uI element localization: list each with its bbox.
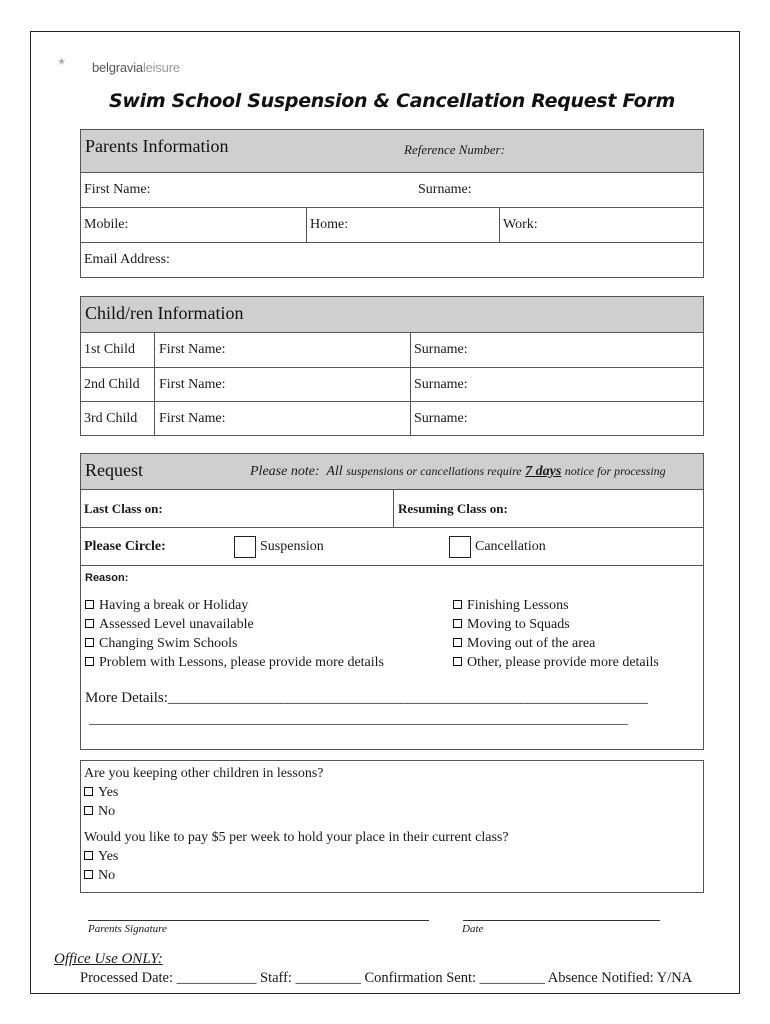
parents-heading: Parents Information [85, 136, 229, 156]
reason-squads[interactable]: Moving to Squads [453, 617, 570, 633]
child-row-1 [81, 333, 703, 368]
child-label: 1st Child [84, 342, 135, 357]
child-first-name-field[interactable]: First Name: [159, 410, 226, 426]
parents-signature-label: Parents Signature [88, 923, 167, 935]
parents-header [81, 130, 703, 173]
reason-changing-schools[interactable]: Changing Swim Schools [85, 636, 237, 652]
mobile-field[interactable]: Mobile: [84, 217, 129, 232]
more-details-field[interactable]: More Details:________________________________________________________________ [85, 690, 648, 706]
reason-moving-out[interactable]: Moving out of the area [453, 636, 595, 652]
date-signature-line[interactable] [463, 920, 660, 921]
child-surname-field[interactable]: Surname: [414, 410, 468, 426]
date-label: Date [462, 923, 484, 935]
reason-level-unavailable[interactable]: Assessed Level unavailable [85, 617, 254, 633]
more-details-line[interactable]: _____________________________________________________________________________ [89, 712, 628, 727]
suspension-checkbox[interactable] [234, 536, 256, 558]
checkbox-icon[interactable] [85, 619, 94, 628]
child-first-name-field[interactable]: First Name: [159, 376, 226, 392]
office-use-heading: Office Use ONLY: [54, 951, 163, 967]
checkbox-icon[interactable] [85, 657, 94, 666]
email-row [81, 243, 703, 277]
parent-first-name-field[interactable]: First Name: [84, 182, 151, 197]
q1-yes-option[interactable]: Yes [84, 785, 118, 801]
reason-label: Reason: [85, 572, 129, 584]
child-first-name-field[interactable]: First Name: [159, 342, 226, 357]
home-field[interactable]: Home: [310, 217, 349, 232]
name-row [81, 173, 703, 208]
brand-logo: belgravialeisure [92, 60, 180, 75]
checkbox-icon[interactable] [453, 600, 462, 609]
child-surname-field[interactable]: Surname: [414, 376, 468, 392]
question-hold-place: Would you like to pay $5 per week to hold your place in their current class? [84, 830, 509, 845]
reference-number-label: Reference Number: [404, 142, 505, 157]
children-section [80, 296, 704, 436]
checkbox-icon[interactable] [84, 851, 93, 860]
office-use-line: Processed Date: ___________ Staff: _________ Confirmation Sent: _________ Absence Notified: Y/NA [80, 970, 693, 986]
checkbox-icon[interactable] [84, 870, 93, 879]
cancellation-checkbox[interactable] [449, 536, 471, 558]
question-other-children: Are you keeping other children in lessons? [84, 766, 324, 781]
parents-signature-line[interactable] [88, 920, 429, 921]
request-header [81, 454, 703, 490]
child-label: 2nd Child [84, 376, 140, 392]
child-row-2 [81, 368, 703, 402]
q1-no-option[interactable]: No [84, 804, 115, 820]
request-heading: Request [85, 460, 143, 480]
checkbox-icon[interactable] [453, 619, 462, 628]
work-field[interactable]: Work: [503, 217, 538, 232]
checkbox-icon[interactable] [453, 657, 462, 666]
children-header [81, 297, 703, 333]
checkbox-icon[interactable] [84, 787, 93, 796]
reason-finishing[interactable]: Finishing Lessons [453, 598, 569, 614]
parents-section [80, 129, 704, 278]
child-row-3 [81, 402, 703, 435]
checkbox-icon[interactable] [85, 600, 94, 609]
please-circle-label: Please Circle: [84, 538, 166, 554]
form-title: Swim School Suspension & Cancellation Request Form [109, 90, 675, 112]
email-field[interactable]: Email Address: [84, 252, 170, 267]
request-section [80, 453, 704, 750]
parent-surname-field[interactable]: Surname: [418, 182, 472, 197]
reason-problem-lessons[interactable]: Problem with Lessons, please provide more details [85, 655, 384, 671]
questions-section [80, 760, 704, 893]
last-class-field[interactable]: Last Class on: [84, 500, 163, 516]
child-label: 3rd Child [84, 410, 138, 426]
checkbox-icon[interactable] [453, 638, 462, 647]
resuming-class-field[interactable]: Resuming Class on: [398, 500, 508, 516]
suspension-option[interactable]: Suspension [231, 528, 324, 565]
cancellation-option[interactable]: Cancellation [446, 528, 546, 565]
children-heading: Child/ren Information [85, 303, 244, 323]
request-note: Please note: All suspensions or cancellations require 7 days notice for processing [250, 464, 666, 479]
reason-other[interactable]: Other, please provide more details [453, 655, 659, 671]
reason-area [81, 566, 703, 749]
phone-row [81, 208, 703, 243]
child-surname-field[interactable]: Surname: [414, 342, 468, 357]
q2-yes-option[interactable]: Yes [84, 849, 118, 865]
checkbox-icon[interactable] [85, 638, 94, 647]
circle-row [81, 528, 703, 566]
checkbox-icon[interactable] [84, 806, 93, 815]
q2-no-option[interactable]: No [84, 868, 115, 884]
class-dates-row [81, 490, 703, 528]
reason-holiday[interactable]: Having a break or Holiday [85, 598, 248, 614]
